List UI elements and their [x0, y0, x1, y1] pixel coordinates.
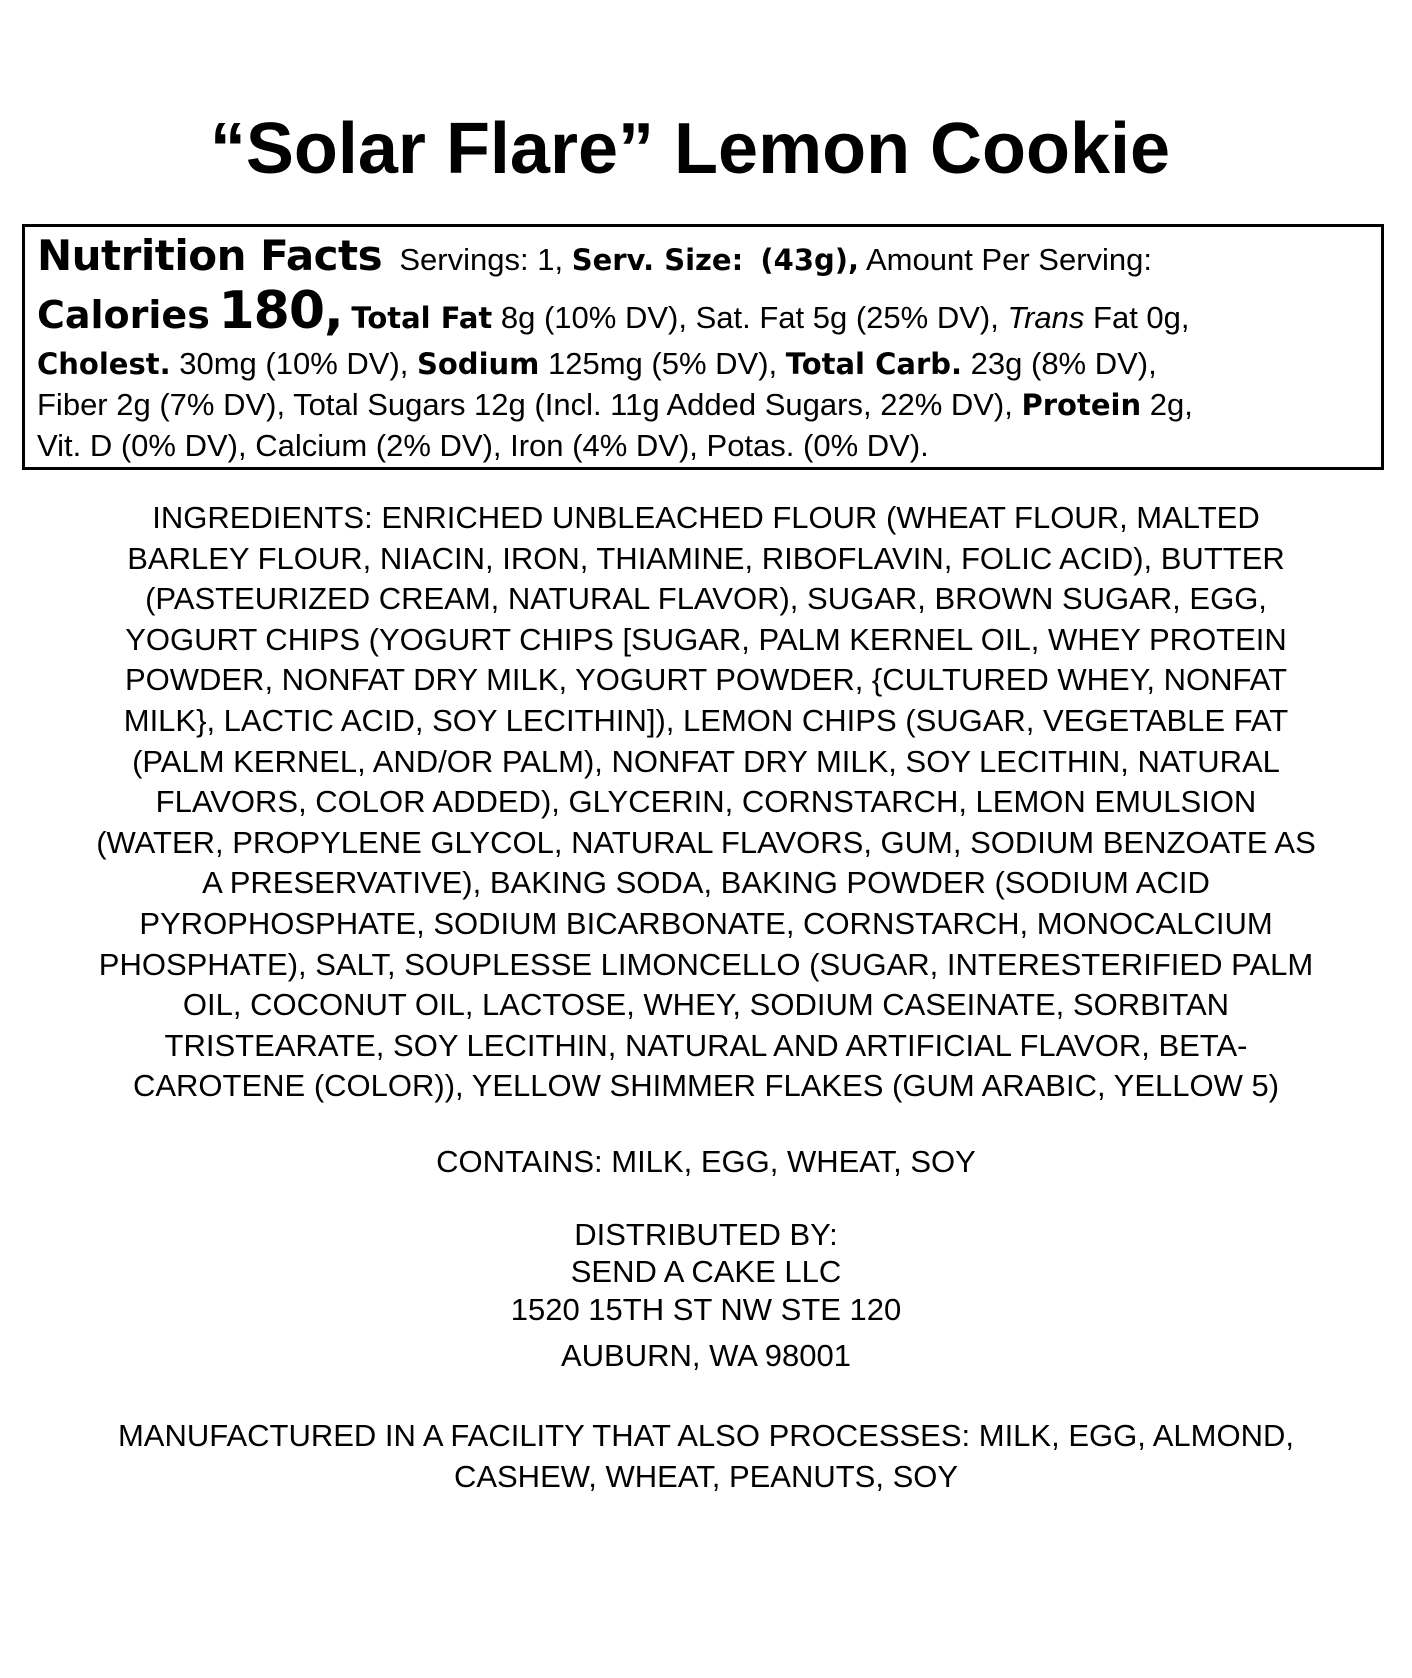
sodium-value: 125mg (5% DV), — [548, 346, 778, 381]
amount-per-serving: Amount Per Serving: — [865, 242, 1152, 277]
ingredients-line: MILK}, LACTIC ACID, SOY LECITHIN]), LEMON CHIPS (SUGAR, VEGETABLE FAT — [123, 702, 1289, 738]
distributor-city: AUBURN, WA 98001 — [560, 1338, 852, 1373]
protein-label: Protein — [1021, 388, 1142, 422]
ingredients-line: A PRESERVATIVE), BAKING SODA, BAKING POWDER (SODIUM ACID — [202, 865, 1210, 901]
ingredients-line: YOGURT CHIPS (YOGURT CHIPS [SUGAR, PALM KERNEL OIL, WHEY PROTEIN — [125, 621, 1287, 657]
facility-line: MANUFACTURED IN A FACILITY THAT ALSO PROCESSES: MILK, EGG, ALMOND, — [117, 1418, 1294, 1453]
serving-size-label: Serv. Size: — [571, 243, 744, 277]
ingredients-line: BARLEY FLOUR, NIACIN, IRON, THIAMINE, RIBOFLAVIN, FOLIC ACID), BUTTER — [127, 540, 1285, 576]
calories-label: Calories — [37, 293, 210, 337]
servings-text: Servings: 1, — [399, 242, 564, 277]
distributor-street: 1520 15TH ST NW STE 120 — [510, 1292, 902, 1327]
trans-fat-label: Trans — [1007, 300, 1085, 335]
ingredients-line: PYROPHOSPHATE, SODIUM BICARBONATE, CORNSTARCH, MONOCALCIUM — [139, 905, 1273, 941]
ingredients-line: (PASTEURIZED CREAM, NATURAL FLAVOR), SUGAR, BROWN SUGAR, EGG, — [145, 581, 1267, 617]
ingredients-line: POWDER, NONFAT DRY MILK, YOGURT POWDER, {CULTURED WHEY, NONFAT — [124, 662, 1288, 698]
vitamins-text: Vit. D (0% DV), Calcium (2% DV), Iron (4% DV), Potas. (0% DV). — [37, 428, 929, 463]
facility-line: CASHEW, WHEAT, PEANUTS, SOY — [453, 1459, 959, 1494]
product-title: “Solar Flare” Lemon Cookie — [209, 109, 1171, 189]
distributor-name: SEND A CAKE LLC — [570, 1254, 842, 1289]
total-fat-value: 8g (10% DV), Sat. Fat 5g (25% DV), — [500, 300, 999, 335]
ingredients-list — [18, 498, 1394, 1107]
fiber-sugars-text: Fiber 2g (7% DV), Total Sugars 12g (Incl. 11g Added Sugars, 22% DV), — [37, 387, 1013, 422]
protein-value: 2g, — [1149, 387, 1193, 422]
nutrition-line-2 — [37, 281, 1381, 343]
serving-size-value: (43g), — [760, 243, 860, 277]
distributor-label: DISTRIBUTED BY: — [574, 1217, 838, 1252]
allergen-contains: CONTAINS: MILK, EGG, WHEAT, SOY — [436, 1144, 976, 1179]
total-carb-value: 23g (8% DV), — [970, 346, 1157, 381]
calories-value: 180, — [218, 281, 343, 341]
facility-statement — [0, 1415, 1412, 1497]
trans-fat-value: Fat 0g, — [1093, 300, 1190, 335]
ingredients-line: (WATER, PROPYLENE GLYCOL, NATURAL FLAVORS, GUM, SODIUM BENZOATE AS — [96, 824, 1316, 860]
ingredients-line: PHOSPHATE), SALT, SOUPLESSE LIMONCELLO (SUGAR, INTERESTERIFIED PALM — [98, 946, 1314, 982]
ingredients-line: OIL, COCONUT OIL, LACTOSE, WHEY, SODIUM CASEINATE, SORBITAN — [182, 987, 1230, 1023]
nutrition-facts-heading: Nutrition Facts — [37, 231, 383, 280]
ingredients-line: (PALM KERNEL, AND/OR PALM), NONFAT DRY MILK, SOY LECITHIN, NATURAL — [132, 743, 1280, 779]
total-fat-label: Total Fat — [351, 301, 493, 335]
ingredients-line: INGREDIENTS: ENRICHED UNBLEACHED FLOUR (WHEAT FLOUR, MALTED — [152, 500, 1260, 535]
distributor-block — [0, 1215, 1412, 1376]
nutrition-line-3 — [37, 343, 1381, 384]
ingredients-line: TRISTEARATE, SOY LECITHIN, NATURAL AND ARTIFICIAL FLAVOR, BETA- — [164, 1027, 1248, 1063]
nutrition-line-5 — [37, 425, 1381, 466]
ingredients-line: CAROTENE (COLOR)), YELLOW SHIMMER FLAKES (GUM ARABIC, YELLOW 5) — [132, 1068, 1280, 1104]
ingredients-line: FLAVORS, COLOR ADDED), GLYCERIN, CORNSTARCH, LEMON EMULSION — [155, 784, 1257, 820]
nutrition-facts-panel — [22, 224, 1384, 470]
total-carb-label: Total Carb. — [785, 347, 963, 381]
nutrition-line-4 — [37, 384, 1381, 425]
cholesterol-value: 30mg (10% DV), — [179, 346, 409, 381]
cholesterol-label: Cholest. — [37, 347, 171, 381]
sodium-label: Sodium — [417, 347, 540, 381]
